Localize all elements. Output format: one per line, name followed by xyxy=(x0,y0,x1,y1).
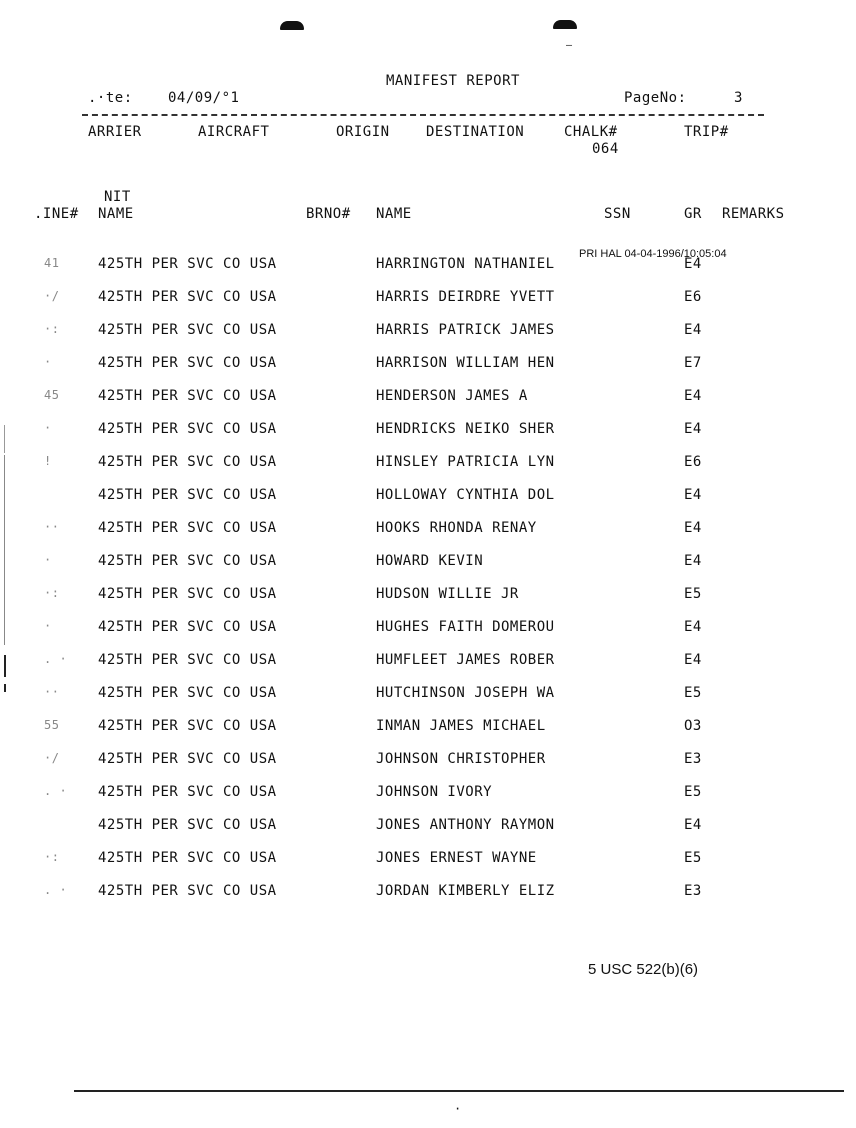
grade: E6 xyxy=(684,454,702,470)
header-divider xyxy=(82,114,764,116)
person-name: HENDERSON JAMES A xyxy=(376,388,528,404)
grade: E4 xyxy=(684,322,702,338)
person-name: HENDRICKS NEIKO SHER xyxy=(376,421,555,437)
table-row xyxy=(0,289,856,309)
table-row xyxy=(0,421,856,441)
table-row xyxy=(0,685,856,705)
table-row xyxy=(0,751,856,771)
person-name: JONES ERNEST WAYNE xyxy=(376,850,537,866)
unit-name: 425TH PER SVC CO USA xyxy=(98,751,277,767)
unit-name: 425TH PER SVC CO USA xyxy=(98,784,277,800)
person-name: HARRIS DEIRDRE YVETT xyxy=(376,289,555,305)
table-row xyxy=(0,388,856,408)
line-number: · xyxy=(44,421,52,435)
table-row xyxy=(0,454,856,474)
unit-name: 425TH PER SVC CO USA xyxy=(98,388,277,404)
person-name: INMAN JAMES MICHAEL xyxy=(376,718,546,734)
chalk-value: 064 xyxy=(592,141,619,157)
table-row xyxy=(0,850,856,870)
grade: E4 xyxy=(684,817,702,833)
punch-hole-left xyxy=(280,21,304,30)
footer-rule xyxy=(74,1090,844,1092)
grade: E3 xyxy=(684,883,702,899)
grade: E5 xyxy=(684,586,702,602)
unit-name: 425TH PER SVC CO USA xyxy=(98,322,277,338)
unit-name: 425TH PER SVC CO USA xyxy=(98,421,277,437)
unit-name: 425TH PER SVC CO USA xyxy=(98,718,277,734)
grade: E5 xyxy=(684,850,702,866)
unit-name-column-header: NAME xyxy=(98,206,134,222)
line-column-header: .INE# xyxy=(34,206,79,222)
page-label: PageNo: xyxy=(624,90,687,106)
line-number: ·: xyxy=(44,850,60,864)
grade: E4 xyxy=(684,619,702,635)
person-name: JONES ANTHONY RAYMON xyxy=(376,817,555,833)
unit-name: 425TH PER SVC CO USA xyxy=(98,553,277,569)
brno-column-header: BRNO# xyxy=(306,206,351,222)
unit-name: 425TH PER SVC CO USA xyxy=(98,520,277,536)
table-row xyxy=(0,619,856,639)
grade: E4 xyxy=(684,520,702,536)
grade: E6 xyxy=(684,289,702,305)
unit-name: 425TH PER SVC CO USA xyxy=(98,817,277,833)
person-name: HARRINGTON NATHANIEL xyxy=(376,256,555,272)
line-number: . · xyxy=(44,784,68,798)
table-row xyxy=(0,520,856,540)
grade: E3 xyxy=(684,751,702,767)
date-label: .·te: xyxy=(88,90,133,106)
person-name: JOHNSON IVORY xyxy=(376,784,493,800)
print-timestamp-stamp: PRI HAL 04-04-1996/10:05:04 xyxy=(579,248,727,260)
unit-name: 425TH PER SVC CO USA xyxy=(98,289,277,305)
unit-name: 425TH PER SVC CO USA xyxy=(98,487,277,503)
line-number: · xyxy=(44,553,52,567)
chalk-header: CHALK# xyxy=(564,124,618,140)
person-name: JOHNSON CHRISTOPHER xyxy=(376,751,546,767)
margin-mark xyxy=(4,455,5,645)
person-name: HINSLEY PATRICIA LYN xyxy=(376,454,555,470)
unit-name: 425TH PER SVC CO USA xyxy=(98,619,277,635)
grade: E5 xyxy=(684,784,702,800)
person-name: HARRISON WILLIAM HEN xyxy=(376,355,555,371)
foia-exemption-note: 5 USC 522(b)(6) xyxy=(588,961,699,978)
destination-header: DESTINATION xyxy=(426,124,525,140)
line-number: 41 xyxy=(44,256,60,270)
line-number: ·/ xyxy=(44,751,60,765)
person-name: HOLLOWAY CYNTHIA DOL xyxy=(376,487,555,503)
unit-name: 425TH PER SVC CO USA xyxy=(98,256,277,272)
gr-column-header: GR xyxy=(684,206,702,222)
origin-header: ORIGIN xyxy=(336,124,390,140)
unit-name: 425TH PER SVC CO USA xyxy=(98,850,277,866)
line-number: . · xyxy=(44,652,68,666)
aircraft-header: AIRCRAFT xyxy=(198,124,270,140)
table-row xyxy=(0,817,856,837)
unit-name: 425TH PER SVC CO USA xyxy=(98,883,277,899)
footer-mark: · xyxy=(454,1102,462,1116)
line-number: ! xyxy=(44,454,52,468)
line-number: 55 xyxy=(44,718,60,732)
grade: E4 xyxy=(684,388,702,404)
grade: O3 xyxy=(684,718,702,734)
carrier-header: ARRIER xyxy=(88,124,142,140)
unit-column-header-top: NIT xyxy=(104,189,131,205)
grade: E5 xyxy=(684,685,702,701)
person-name: HUMFLEET JAMES ROBER xyxy=(376,652,555,668)
table-row xyxy=(0,718,856,738)
page-value: 3 xyxy=(734,90,743,106)
grade: E7 xyxy=(684,355,702,371)
grade: E4 xyxy=(684,421,702,437)
unit-name: 425TH PER SVC CO USA xyxy=(98,685,277,701)
line-number: ·: xyxy=(44,322,60,336)
person-name: HOWARD KEVIN xyxy=(376,553,484,569)
date-value: 04/09/°1 xyxy=(168,90,240,106)
person-name: HUGHES FAITH DOMEROU xyxy=(376,619,555,635)
person-name: HUTCHINSON JOSEPH WA xyxy=(376,685,555,701)
scan-speck: – xyxy=(566,40,573,51)
table-row xyxy=(0,784,856,804)
table-row xyxy=(0,487,856,507)
table-row xyxy=(0,322,856,342)
unit-name: 425TH PER SVC CO USA xyxy=(98,355,277,371)
report-title: MANIFEST REPORT xyxy=(386,73,520,89)
line-number: ·· xyxy=(44,520,60,534)
person-name: JORDAN KIMBERLY ELIZ xyxy=(376,883,555,899)
table-row xyxy=(0,883,856,903)
grade: E4 xyxy=(684,553,702,569)
remarks-column-header: REMARKS xyxy=(722,206,785,222)
line-number: . · xyxy=(44,883,68,897)
line-number: · xyxy=(44,619,52,633)
table-row xyxy=(0,355,856,375)
ssn-column-header: SSN xyxy=(604,206,631,222)
line-number: · xyxy=(44,355,52,369)
person-name: HARRIS PATRICK JAMES xyxy=(376,322,555,338)
table-row xyxy=(0,256,856,276)
person-name: HOOKS RHONDA RENAY xyxy=(376,520,537,536)
grade: E4 xyxy=(684,256,702,272)
grade: E4 xyxy=(684,487,702,503)
unit-name: 425TH PER SVC CO USA xyxy=(98,454,277,470)
line-number: ·/ xyxy=(44,289,60,303)
trip-header: TRIP# xyxy=(684,124,729,140)
person-name: HUDSON WILLIE JR xyxy=(376,586,519,602)
grade: E4 xyxy=(684,652,702,668)
name-column-header: NAME xyxy=(376,206,412,222)
punch-hole-right xyxy=(553,20,577,29)
table-row xyxy=(0,553,856,573)
line-number: ·: xyxy=(44,586,60,600)
line-number: ·· xyxy=(44,685,60,699)
unit-name: 425TH PER SVC CO USA xyxy=(98,586,277,602)
line-number: 45 xyxy=(44,388,60,402)
unit-name: 425TH PER SVC CO USA xyxy=(98,652,277,668)
table-row xyxy=(0,652,856,672)
table-row xyxy=(0,586,856,606)
